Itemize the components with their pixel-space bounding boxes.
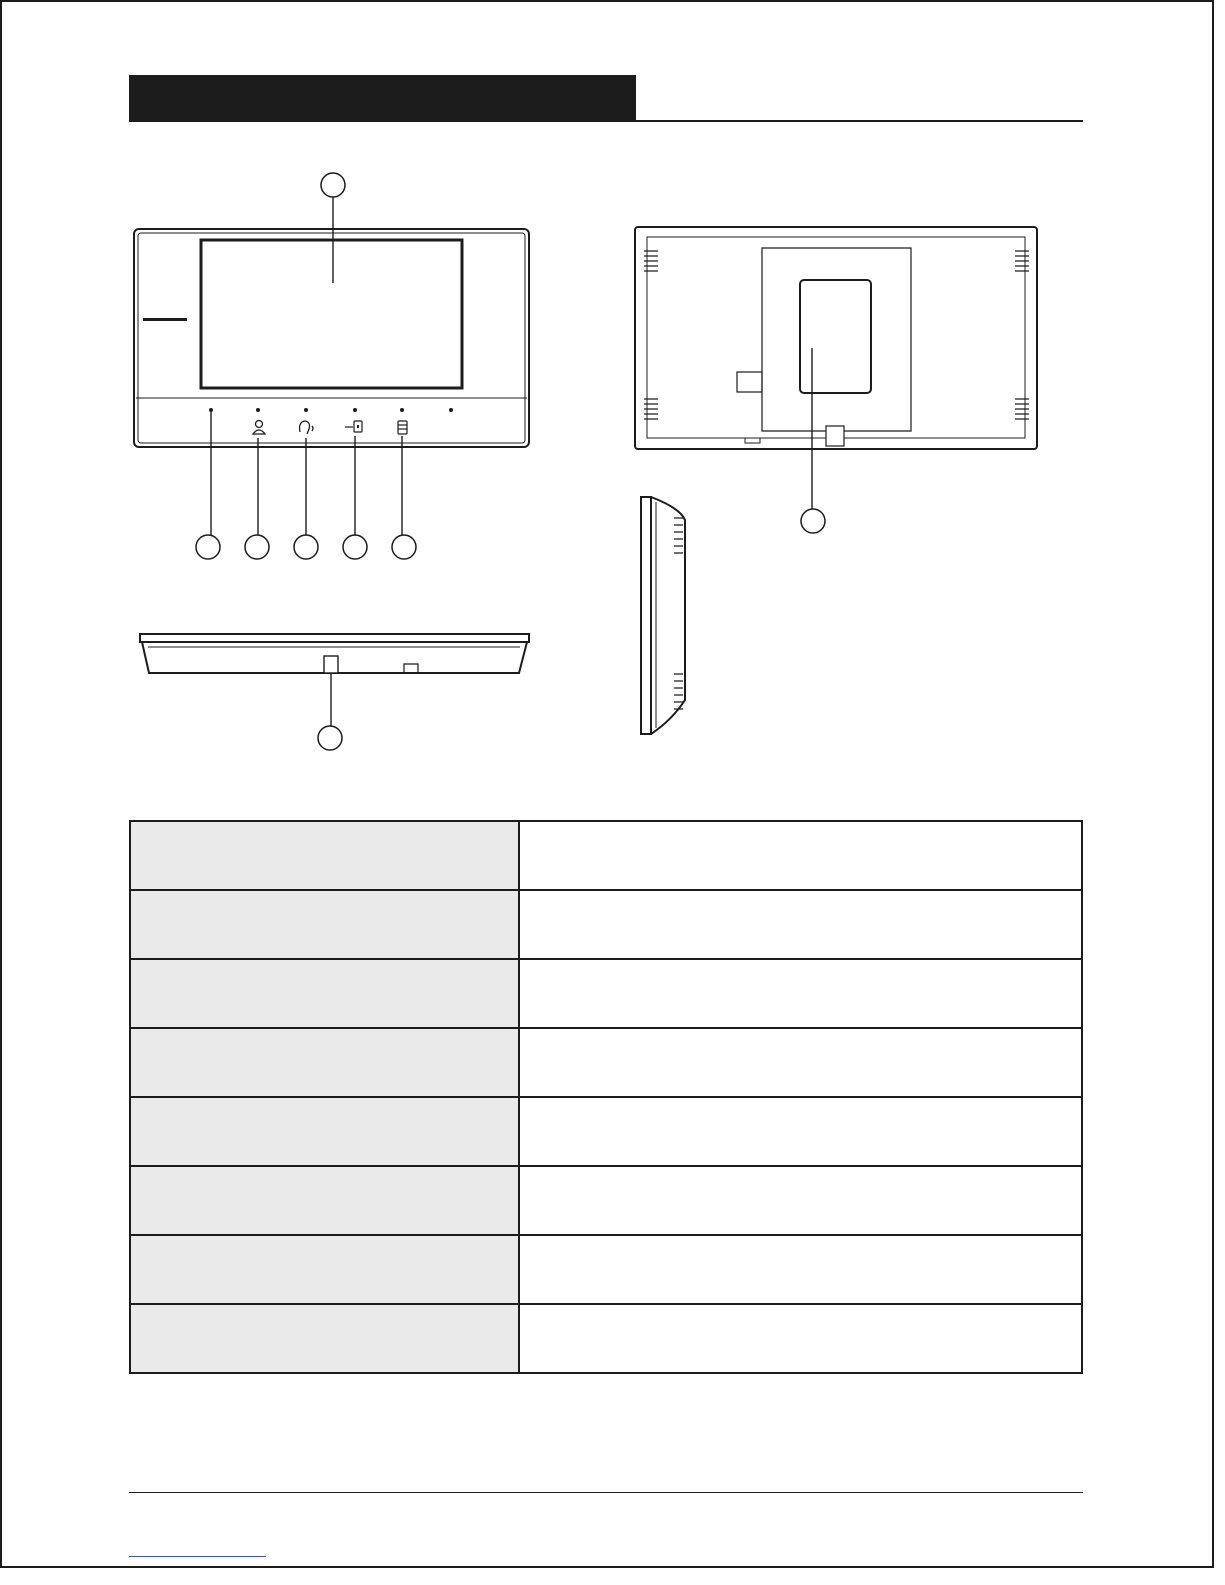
rear-view-figure [635,227,1037,533]
bottom-view-figure [140,634,529,750]
bottom-port-callout [318,726,342,750]
table-row [130,959,1082,1028]
talk-button-callout [294,535,318,559]
person-icon [253,421,265,435]
side-view-figure [641,497,685,734]
row-label [130,821,519,890]
row-label [130,1028,519,1097]
row-value [519,1166,1082,1235]
table-row [130,1304,1082,1373]
footer-rule [129,1492,1083,1493]
table-row [130,1028,1082,1097]
table-row [130,890,1082,959]
table-row [130,1166,1082,1235]
menu-icon [398,421,407,434]
table-row [130,1235,1082,1304]
row-value [519,1304,1082,1373]
table-row [130,821,1082,890]
specification-table [129,820,1083,1374]
row-label [130,1304,519,1373]
wall-bracket-callout [801,509,825,533]
table-row [130,1097,1082,1166]
front-view-figure [134,173,529,559]
row-label [130,890,519,959]
unlock-icon [345,421,362,432]
row-label [130,1235,519,1304]
led-callout [196,535,220,559]
row-value [519,1028,1082,1097]
row-value [519,890,1082,959]
row-label [130,959,519,1028]
row-label [130,1166,519,1235]
monitor-button-callout [245,535,269,559]
row-value [519,821,1082,890]
menu-button-callout [392,535,416,559]
talk-icon [300,421,313,434]
footer-link-underline[interactable] [129,1556,266,1557]
unlock-button-callout [343,535,367,559]
row-value [519,1097,1082,1166]
row-label [130,1097,519,1166]
row-value [519,959,1082,1028]
screen-callout [321,173,345,197]
row-value [519,1235,1082,1304]
